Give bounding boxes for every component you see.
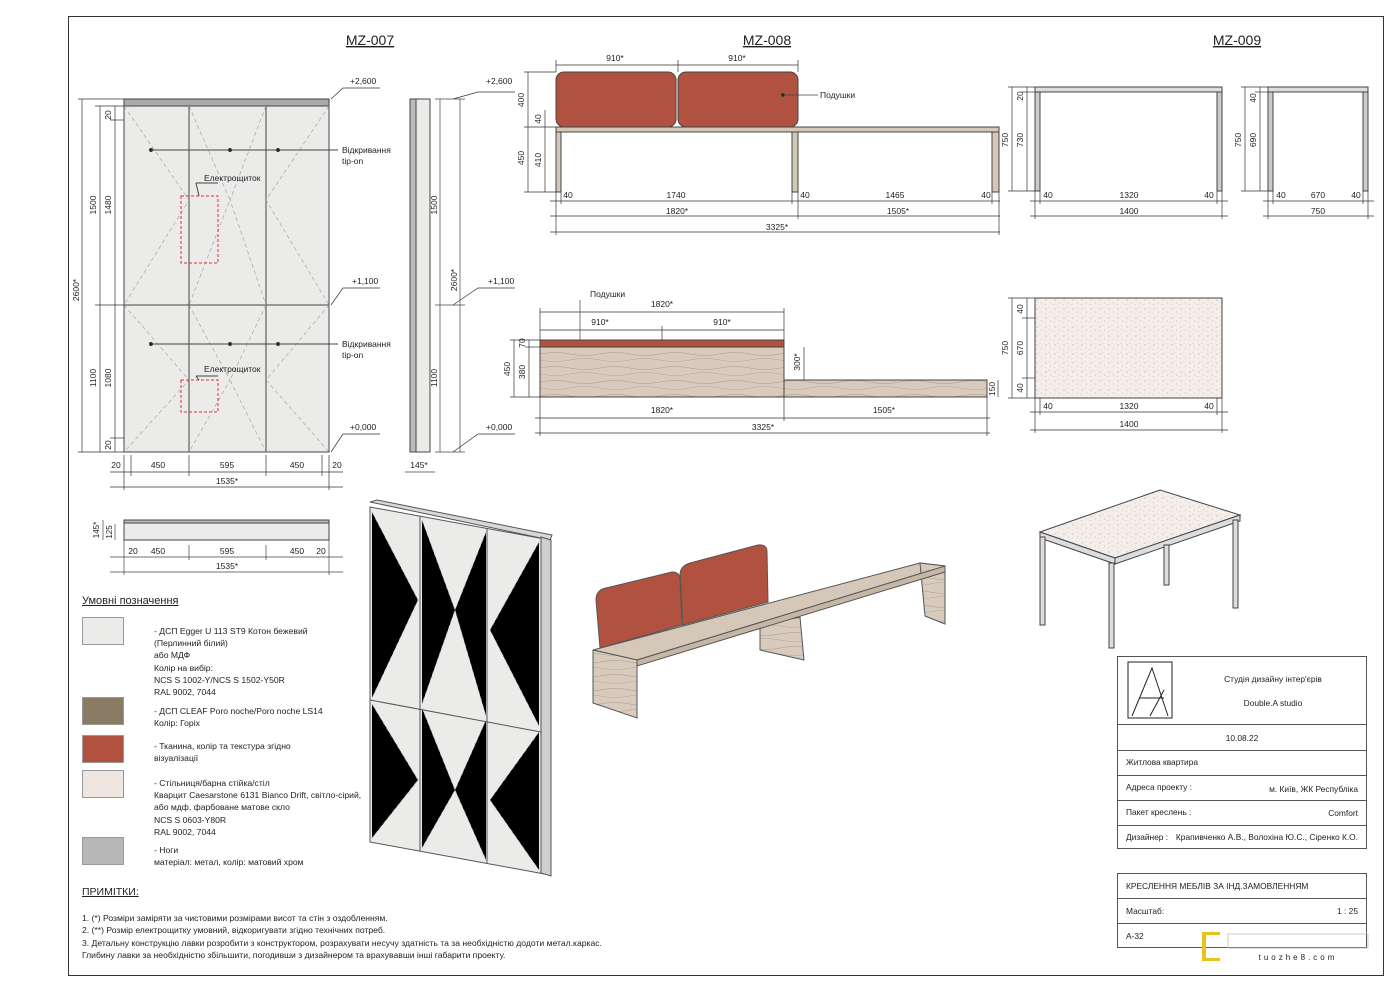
dim-1820-a: 1820* [665, 206, 689, 216]
dim-40-b: 40 [800, 190, 810, 200]
dim-1505-b: 1505* [872, 405, 896, 415]
dim-20-t1: 20 [1015, 91, 1025, 101]
electro-label-2: Електрощиток [204, 364, 261, 374]
watermark-text: tuozhe8.com [1258, 953, 1338, 962]
title-mz008: MZ-008 [742, 32, 792, 48]
dim-1740: 1740 [666, 190, 686, 200]
title-mz009: MZ-009 [1212, 32, 1262, 48]
note-line: Глибину лавки за необхідністю збільшити, погодивши з дизайнером та врахувавши інші габарити проекту. [82, 949, 506, 960]
legend-title: Умовні позначення [82, 595, 179, 607]
dim-40-c: 40 [981, 190, 991, 200]
mz008-front-elevation [556, 72, 999, 192]
dim-410-v: 410 [533, 152, 543, 168]
package-label: Пакет креслень : [1126, 807, 1192, 817]
dim-20-h1: 20 [111, 460, 121, 470]
dim-1400-tp1: 1400 [1119, 419, 1139, 429]
title-block [1117, 656, 1367, 948]
level-1100-b: +1,100 [488, 276, 515, 286]
note-line: 3. Детальну конструкцію лавки розробити з конструктором, розрахувати несучу здатність та за необхідністю додоти метал.каркас. [82, 937, 602, 948]
dim-910-d: 910* [713, 317, 731, 327]
dim-1500-v1: 1500 [88, 195, 98, 215]
dim-40-t2: 40 [1204, 190, 1214, 200]
dim-1465: 1465 [885, 190, 905, 200]
date: 10.08.22 [1225, 733, 1259, 743]
dim-750-tp1: 750 [1000, 340, 1010, 356]
dim-300-v: 300* [792, 353, 802, 371]
dim-20-v1: 20 [103, 110, 113, 120]
dim-145-v3: 145* [92, 521, 101, 539]
dim-40-a: 40 [563, 190, 573, 200]
address-label: Адреса проекту : [1126, 782, 1192, 792]
designer-label: Дизайнер : [1126, 832, 1169, 842]
dim-750-t1: 750 [1000, 132, 1010, 148]
dim-1320-t1: 1320 [1119, 190, 1139, 200]
legend-text: - Стільниця/барна стійка/стіл Кварцит Caesarstone 6131 Bianco Drift, світло-сірий, або мдф, фарбоване матове скло NCS S 0603-Y80R RAL 9002, 7044 [154, 778, 362, 837]
dim-2600-v1: 2600* [71, 278, 81, 302]
dim-595-p1: 595 [219, 546, 235, 556]
dim-380-v: 380 [517, 364, 527, 380]
dim-750-t3: 750 [1310, 206, 1326, 216]
legend-text: - Ноги матеріал: метал, колір: матовий хром [154, 845, 304, 868]
dim-450-v: 450 [516, 150, 526, 166]
dim-150-v: 150 [987, 381, 997, 397]
dim-40-t1: 40 [1043, 190, 1053, 200]
tipon-label-2b: tip-on [342, 350, 364, 360]
dim-1480-v1: 1480 [103, 195, 113, 215]
bench-plan-high [540, 347, 784, 397]
note-line: 1. (*) Розміри заміряти за чистовими розмірами висот та стін з оздобленням. [82, 913, 388, 924]
studio-label: Студія дизайну інтер'єрів [1224, 674, 1322, 684]
dim-595-h1: 595 [219, 460, 235, 470]
sheet-number: А-32 [1126, 931, 1144, 941]
mz007-front-elevation [124, 99, 338, 452]
watermark [1200, 930, 1375, 966]
package-value: Comfort [1328, 808, 1358, 818]
dim-1320-tp1: 1320 [1119, 401, 1139, 411]
level-2600-b: +2,600 [486, 76, 513, 86]
legend-text: - ДСП CLEAF Poro noche/Poro noche LS14 Колір: Горіх [154, 706, 323, 729]
dim-1505-a: 1505* [886, 206, 910, 216]
legend-text: - Тканина, колір та текстура згідно візуалізації [154, 741, 291, 764]
bench-seat [556, 127, 999, 132]
dim-3325-b: 3325* [751, 422, 775, 432]
note-line: 2. (**) Розмір електрощитку умовний, відкоригувати згідно технічних потреб. [82, 925, 386, 936]
dim-70-v: 70 [517, 338, 527, 348]
dim-1100-v2: 1100 [429, 368, 439, 388]
dim-1535-h1: 1535* [215, 476, 239, 486]
dim-670-t1: 670 [1310, 190, 1326, 200]
dim-3325-a: 3325* [765, 222, 789, 232]
mz007-top-strip [124, 99, 329, 106]
scale-value: 1 : 25 [1337, 906, 1358, 916]
electro-label-1: Електрощиток [204, 173, 261, 183]
dim-910-a: 910* [606, 53, 624, 63]
bench-leg-left [556, 132, 561, 192]
dim-670-tp1: 670 [1015, 340, 1025, 356]
dim-450-h2: 450 [289, 460, 305, 470]
wardrobe-3d-view [370, 500, 552, 876]
dim-2600-v2: 2600* [449, 268, 459, 292]
legend-text: - ДСП Egger U 113 ST9 Котон бежевий (Перлинний білий) або МДФ Колір на вибір: NCS S 1002-Y/NCS S 1502-Y50R RAL 9002, 7044 [154, 626, 308, 698]
dim-1500-v2: 1500 [429, 195, 439, 215]
dim-750-t2: 750 [1233, 132, 1243, 148]
watermark-logo-icon [1200, 930, 1375, 966]
bench-plan-low [784, 380, 987, 397]
legend-swatch-wood [82, 697, 124, 725]
legend-swatch-fabric [82, 735, 124, 763]
legend-swatch-stone [82, 770, 124, 798]
dim-145-h: 145* [410, 460, 428, 470]
cushion-right [678, 72, 798, 127]
dim-730-t1: 730 [1015, 132, 1025, 148]
level-0-b: +0,000 [486, 422, 513, 432]
table-3d-view [1040, 490, 1240, 648]
mz007-body [124, 106, 329, 452]
dim-450-p1: 450 [150, 546, 166, 556]
dim-910-b: 910* [728, 53, 746, 63]
title-mz007: MZ-007 [345, 32, 395, 48]
address-value: м. Київ, ЖК Республіка [1269, 784, 1358, 794]
dim-450-v2: 450 [502, 361, 512, 377]
tipon-label-2a: Відкривання [342, 339, 391, 349]
dim-20-p2: 20 [316, 546, 326, 556]
level-1100-a: +1,100 [352, 276, 379, 286]
cushion-left [556, 72, 676, 127]
dim-20-v2: 20 [103, 440, 113, 450]
mz009-front-elevation [1035, 87, 1368, 191]
notes [82, 886, 642, 961]
dim-910-c: 910* [591, 317, 609, 327]
mz008-plan-view [540, 300, 987, 397]
cushions-label-2: Подушки [590, 289, 626, 299]
tipon-label-1a: Відкривання [342, 145, 391, 155]
dim-690-t1: 690 [1248, 132, 1258, 148]
dim-40-tp1: 40 [1015, 304, 1025, 314]
level-2600-a: +2,600 [350, 76, 377, 86]
dim-400-v: 400 [516, 92, 526, 108]
mz009-plan-view [1035, 298, 1222, 398]
dim-1535-p1: 1535* [215, 561, 239, 571]
bench-leg-mid [792, 132, 798, 192]
notes-title: ПРИМІТКИ: [82, 886, 139, 898]
dim-450-p2: 450 [289, 546, 305, 556]
dim-125-v3: 125 [105, 525, 114, 539]
designer-value: Крапивченко А.В., Волохіна Ю.С., Сіренко К.О. [1175, 832, 1358, 842]
dim-40-tp2: 40 [1015, 383, 1025, 393]
bench-leg-right [992, 132, 999, 192]
cushions-label-1: Подушки [820, 90, 856, 100]
dim-40-t5: 40 [1351, 190, 1361, 200]
cushion-plan-strip [540, 340, 784, 347]
dim-40-tp3: 40 [1043, 401, 1053, 411]
bench-3d-view [593, 545, 945, 718]
dim-1820-b: 1820* [650, 299, 674, 309]
legend-swatch-panel [82, 617, 124, 645]
dim-1400-t1: 1400 [1119, 206, 1139, 216]
dim-1100-v1: 1100 [88, 368, 98, 388]
drawing-title: КРЕСЛЕННЯ МЕБЛІВ ЗА ІНД.ЗАМОВЛЕННЯМ [1126, 881, 1309, 891]
scale-label: Масштаб: [1126, 906, 1165, 916]
tipon-label-1b: tip-on [342, 156, 364, 166]
dim-20-p1: 20 [128, 546, 138, 556]
dim-40-t3: 40 [1248, 93, 1258, 103]
studio-name: Double.A studio [1243, 698, 1303, 708]
dim-20-h2: 20 [332, 460, 342, 470]
project-type: Житлова квартира [1126, 757, 1199, 767]
dim-450-h1: 450 [150, 460, 166, 470]
level-0-a: +0,000 [350, 422, 377, 432]
dim-40-tp4: 40 [1204, 401, 1214, 411]
dim-1080-v1: 1080 [103, 368, 113, 388]
dim-40-t4: 40 [1276, 190, 1286, 200]
legend-swatch-metal [82, 837, 124, 865]
legend [82, 595, 382, 868]
dim-1820-c: 1820* [650, 405, 674, 415]
title-block-upper [1117, 656, 1367, 849]
dim-40-v: 40 [533, 114, 543, 124]
